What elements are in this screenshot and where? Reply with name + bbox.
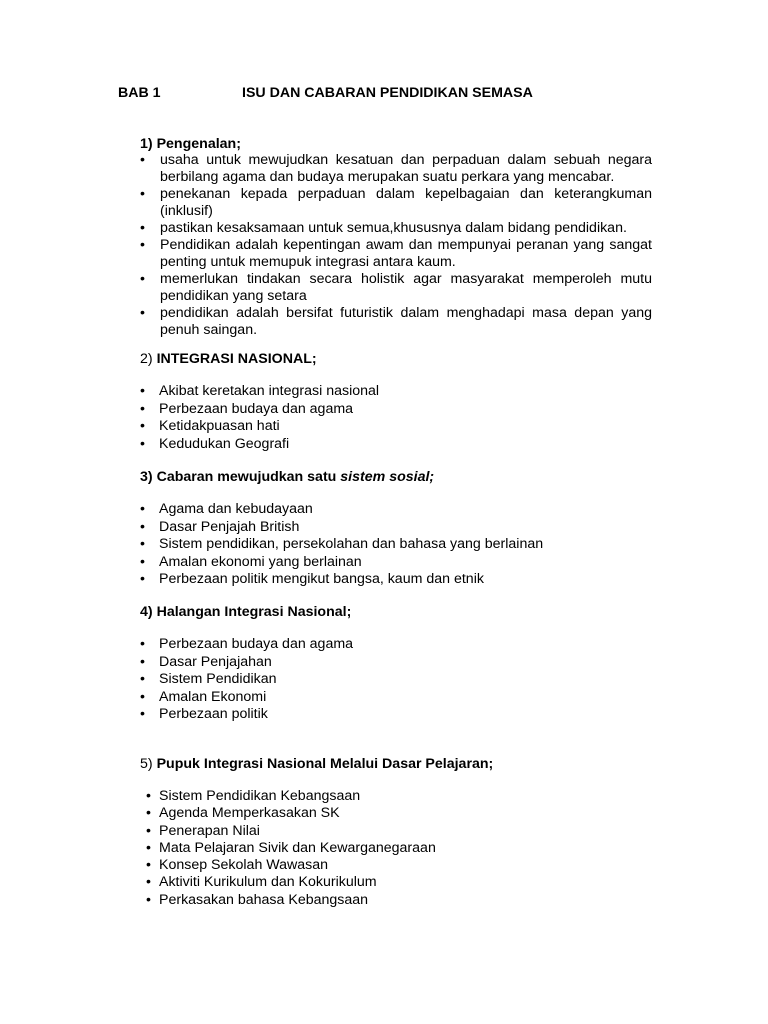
- section-number: 2): [140, 351, 153, 367]
- list-item: • Ketidakpuasan hati: [140, 418, 280, 434]
- bullet-icon: •: [140, 536, 145, 552]
- document-title: ISU DAN CABARAN PENDIDIKAN SEMASA: [242, 85, 533, 101]
- list-item: • Perbezaan politik mengikut bangsa, kaum dan etnik: [140, 571, 484, 587]
- section-title: Halangan Integrasi Nasional;: [156, 604, 352, 620]
- list-item: • Aktiviti Kurikulum dan Kokurikulum: [146, 874, 377, 891]
- list-item: • Sistem Pendidikan Kebangsaan: [146, 788, 361, 804]
- section-title-suffix: ;: [488, 756, 494, 772]
- bullet-icon: •: [140, 271, 145, 287]
- bullet-icon: •: [140, 518, 145, 535]
- section-1-heading: [140, 136, 241, 153]
- bullet-icon: •: [140, 237, 145, 253]
- bullet-icon: •: [146, 891, 151, 908]
- bullet-icon: •: [146, 788, 151, 804]
- section-5-heading: [140, 756, 493, 773]
- bullet-icon: •: [146, 874, 151, 891]
- bullet-icon: •: [146, 857, 151, 874]
- bullet-icon: •: [140, 653, 145, 670]
- list-item: • Perbezaan budaya dan agama: [140, 400, 354, 417]
- section-3-heading: [140, 469, 434, 486]
- list-item: • Kedudukan Geografi: [140, 435, 290, 452]
- list-item: • Amalan Ekonomi: [140, 688, 267, 705]
- list-item: • Akibat keretakan integrasi nasional: [140, 383, 380, 399]
- list-item: • pastikan kesaksamaan untuk semua,khususnya dalam bidang pendidikan.: [140, 220, 627, 236]
- bullet-icon: •: [140, 220, 145, 236]
- list-item: • Sistem Pendidikan: [140, 671, 277, 687]
- bullet-icon: •: [140, 688, 145, 705]
- section-5-list: [146, 788, 666, 909]
- list-item: • Agama dan kebudayaan: [140, 501, 313, 517]
- list-item: • penekanan kepada perpaduan dalam kepelbagaian dan keterangkuman (inklusif): [140, 186, 652, 219]
- bullet-icon: •: [140, 152, 145, 168]
- bullet-icon: •: [146, 839, 151, 856]
- list-item: • Amalan ekonomi yang berlainan: [140, 553, 362, 570]
- list-item: • Sistem pendidikan, persekolahan dan bahasa yang berlainan: [140, 536, 544, 552]
- section-title: INTEGRASI NASIONAL;: [156, 351, 317, 367]
- list-item: • Perbezaan budaya dan agama: [140, 636, 354, 652]
- bullet-icon: •: [140, 305, 145, 321]
- bullet-icon: •: [140, 706, 145, 722]
- section-2-heading: [140, 351, 317, 368]
- section-number: 4): [140, 604, 153, 620]
- section-title-italic: sistem sosial;: [340, 469, 435, 485]
- bullet-icon: •: [140, 418, 145, 434]
- list-item: • memerlukan tindakan secara holistik agar masyarakat memperoleh mutu pendidikan yang setara: [140, 271, 652, 304]
- bullet-icon: •: [146, 822, 151, 839]
- list-item: • Konsep Sekolah Wawasan: [146, 857, 329, 874]
- section-title: Cabaran mewujudkan satu: [156, 469, 337, 485]
- section-1-list: [140, 152, 652, 339]
- list-item: • Penerapan Nilai: [146, 822, 260, 839]
- section-2-list: [140, 383, 660, 453]
- bullet-icon: •: [140, 571, 145, 587]
- section-4-heading: [140, 604, 351, 621]
- section-3-list: [140, 501, 660, 589]
- bullet-icon: •: [140, 435, 145, 452]
- list-item: • usaha untuk mewujudkan kesatuan dan perpaduan dalam sebuah negara berbilang agama dan budaya merupakan suatu perkara yang mencabar.: [140, 152, 652, 185]
- list-item: • Pendidikan adalah kepentingan awam dan mempunyai peranan yang sangat penting untuk memupuk integrasi antara kaum.: [140, 237, 652, 270]
- bullet-icon: •: [140, 501, 145, 517]
- bullet-icon: •: [146, 805, 151, 822]
- section-number: 5): [140, 756, 153, 772]
- bullet-icon: •: [140, 553, 145, 570]
- bullet-icon: •: [140, 400, 145, 417]
- bullet-icon: •: [140, 186, 145, 202]
- list-item: • Perkasakan bahasa Kebangsaan: [146, 891, 369, 908]
- section-number: 3): [140, 469, 153, 485]
- section-title: Pupuk Integrasi Nasional Melalui Dasar Pelajaran: [156, 756, 489, 772]
- bullet-icon: •: [140, 671, 145, 687]
- list-item: • pendidikan adalah bersifat futuristik dalam menghadapi masa depan yang penuh saingan.: [140, 305, 652, 338]
- list-item: • Dasar Penjajah British: [140, 518, 300, 535]
- list-item: • Dasar Penjajahan: [140, 653, 272, 670]
- list-item: • Perbezaan politik: [140, 706, 268, 722]
- list-item: • Agenda Memperkasakan SK: [146, 805, 340, 822]
- list-item: • Mata Pelajaran Sivik dan Kewarganegaraan: [146, 839, 436, 856]
- bullet-icon: •: [140, 383, 145, 399]
- section-4-list: [140, 636, 660, 724]
- bullet-icon: •: [140, 636, 145, 652]
- chapter-label: BAB 1: [118, 85, 161, 101]
- section-title: Pengenalan;: [156, 136, 241, 152]
- section-number: 1): [140, 136, 153, 152]
